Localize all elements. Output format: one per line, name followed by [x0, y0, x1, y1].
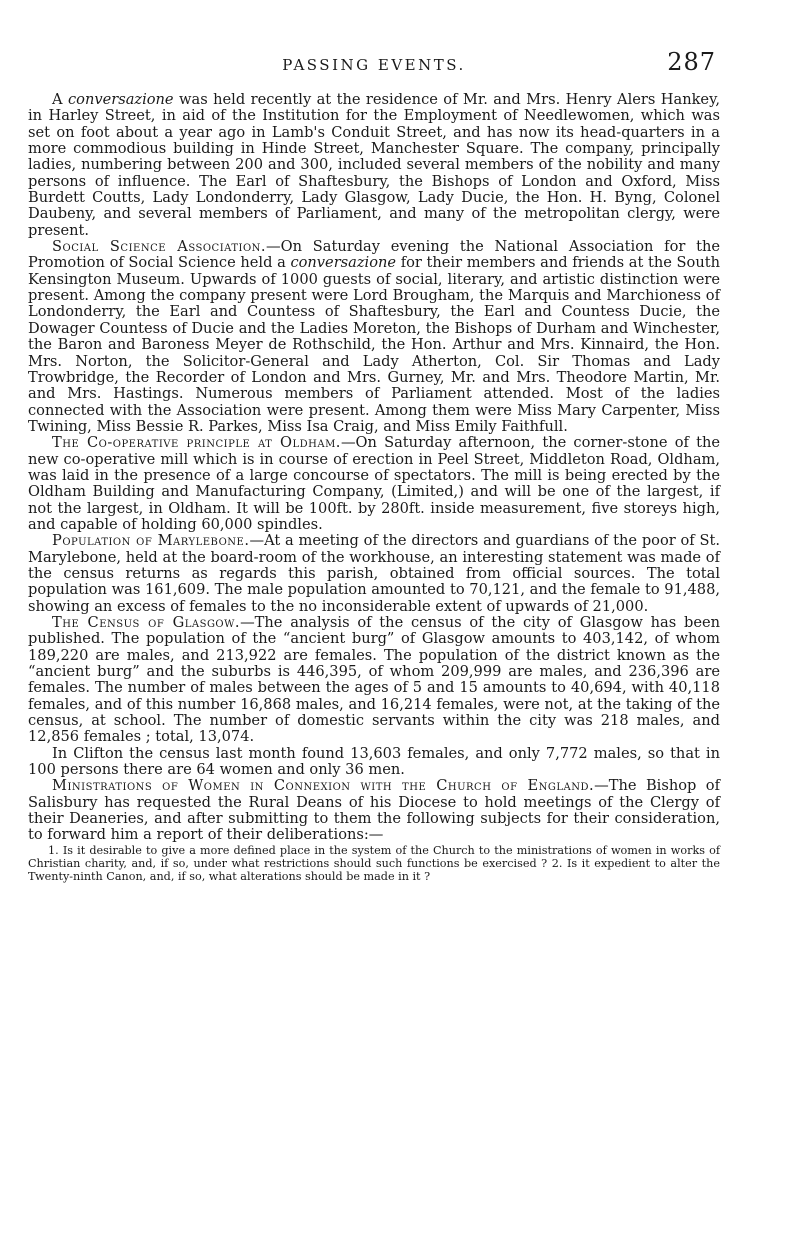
paragraph-text: —On Saturday evening the National Association for the Promotion of Social Science held a: [28, 238, 720, 272]
paragraph-text: was held recently at the residence of Mr. and Mrs. Henry Alers Hankey, in Harley Street, in aid of the Institution for the Employment of Needlewomen, which was set on foot about a year ago in Lamb's Conduit Street, and has now its head-quarters in a more commodious building in Hinde Street, Manchester Square. The company, principally ladies, numbering between 200 and 300, included several members of the nobility and many persons of influence. The Earl of Shaftesbury, the Bishops of London and Oxford, Miss Burdett Coutts, Lady Londonderry, Lady Glasgow, Lady Ducie, the Hon. H. Byng, Colonel Daubeny, and several members of Parliament, and many of the metropolitan clergy, were present.: [28, 91, 721, 239]
paragraph-text: —At a meeting of the directors and guardians of the poor of St. Marylebone, held at the board-room of the workhouse, an interesting statement was made of the census returns as regards this parish, obtained from official sources. The total population was 161,609. The male population amounted to 70,121, and the female to 91,488, showing an excess of females to the no inconsiderable extent of upwards of 21,000.: [28, 532, 720, 615]
article-body: [28, 92, 720, 883]
page-number: 287: [667, 48, 716, 76]
paragraph-text: —The analysis of the census of the city of Glasgow has been published. The population of the “ancient burg” of Glasgow amounts to 403,142, of whom 189,220 are males, and 213,922 are females. The population of the district known as the “ancient burg” and the suburbs is 446,395, of whom 209,999 are males, and 236,396 are females. The number of males between the ages of 5 and 15 amounts to 40,694, with 40,118 females, and of this number 16,868 males, and 16,214 females, were not, at the taking of the census, at school. The number of domestic servants within the city was 218 males, and 12,856 females ; total, 13,074.: [28, 614, 720, 746]
section-heading: Population of Marylebone.: [52, 532, 250, 550]
page-header: [28, 48, 720, 86]
section-heading: The Census of Glasgow.: [52, 614, 241, 631]
paragraph-text: —The Bishop of Salisbury has requested the Rural Deans of his Diocese to hold meetings of the Clergy of their Deaneries, and after submitting to them the following subjects for their consideration, to forward him a report of their deliberations:—: [28, 777, 720, 844]
paragraph-lead: A: [52, 91, 63, 108]
section-heading: The Co-operative principle at Oldham.: [52, 434, 341, 452]
paragraph-text-continued: for their members and friends at the South Kensington Museum. Upwards of 1000 guests of social, literary, and artistic distinction were present. Among the company present were Lord Brougham, the Marquis and Marchioness of Londonderry, the Earl and Countess of Shaftesbury, the Earl and Countess Ducie, the Dowager Countess of Ducie and the Ladies Moreton, the Bishops of Durham and Winchester, the Baron and Baroness Meyer de Rothschild, the Hon. Arthur and Mrs. Kinnaird, the Hon. Mrs. Norton, the Solicitor-General and Lady Atherton, Col. Sir Thomas and Lady Trowbridge, the Recorder of London and Mrs. Gurney, Mr. and Mrs. Theodore Martin, Mr. and Mrs. Hastings. Numerous members of Parliament attended. Most of the ladies connected with the Association were present. Among them were Miss Mary Carpenter, Miss Twining, Miss Bessie R. Parkes, Miss Isa Craig, and Miss Emily Faithfull.: [28, 254, 720, 435]
paragraph-conversazione: [28, 92, 720, 239]
document-page: [28, 48, 720, 883]
paragraph-marylebone: [28, 533, 720, 615]
paragraph-social-science: [28, 239, 720, 435]
paragraph-glasgow-census: [28, 615, 720, 746]
paragraph-clifton: [28, 746, 720, 779]
section-heading: Social Science Association.: [52, 238, 267, 256]
section-heading: Ministrations of Women in Connexion with the Church of England.: [52, 777, 595, 795]
paragraph-ministrations: [28, 778, 720, 843]
paragraph-text: In Clifton the census last month found 13,603 females, and only 7,772 males, so that in 100 persons there are 64 women and only 36 men.: [28, 744, 720, 779]
italic-term: conversazione: [290, 254, 397, 272]
bishop-queries: 1. Is it desirable to give a more defined place in the system of the Church to the ministrations of women in works of Christian charity, and, if so, under what restrictions should such functions be exercised ? 2. Is it expedient to alter the Twenty-ninth Canon, and, if so, what alterations should be made in it ?: [28, 843, 720, 884]
paragraph-cooperative-oldham: [28, 435, 720, 533]
paragraph-text: —On Saturday afternoon, the corner-stone of the new co-operative mill which is in course of erection in Peel Street, Middleton Road, Oldham, was laid in the presence of a large concourse of spectators. The mill is being erected by the Oldham Building and Manufacturing Company, (Limited,) and will be one of the largest, if not the largest, in Oldham. It will be 100ft. by 280ft. inside measurement, five storeys high, and capable of holding 60,000 spindles.: [28, 434, 720, 533]
running-head: PASSING EVENTS.: [282, 56, 466, 74]
italic-term: conversazione: [67, 91, 174, 108]
